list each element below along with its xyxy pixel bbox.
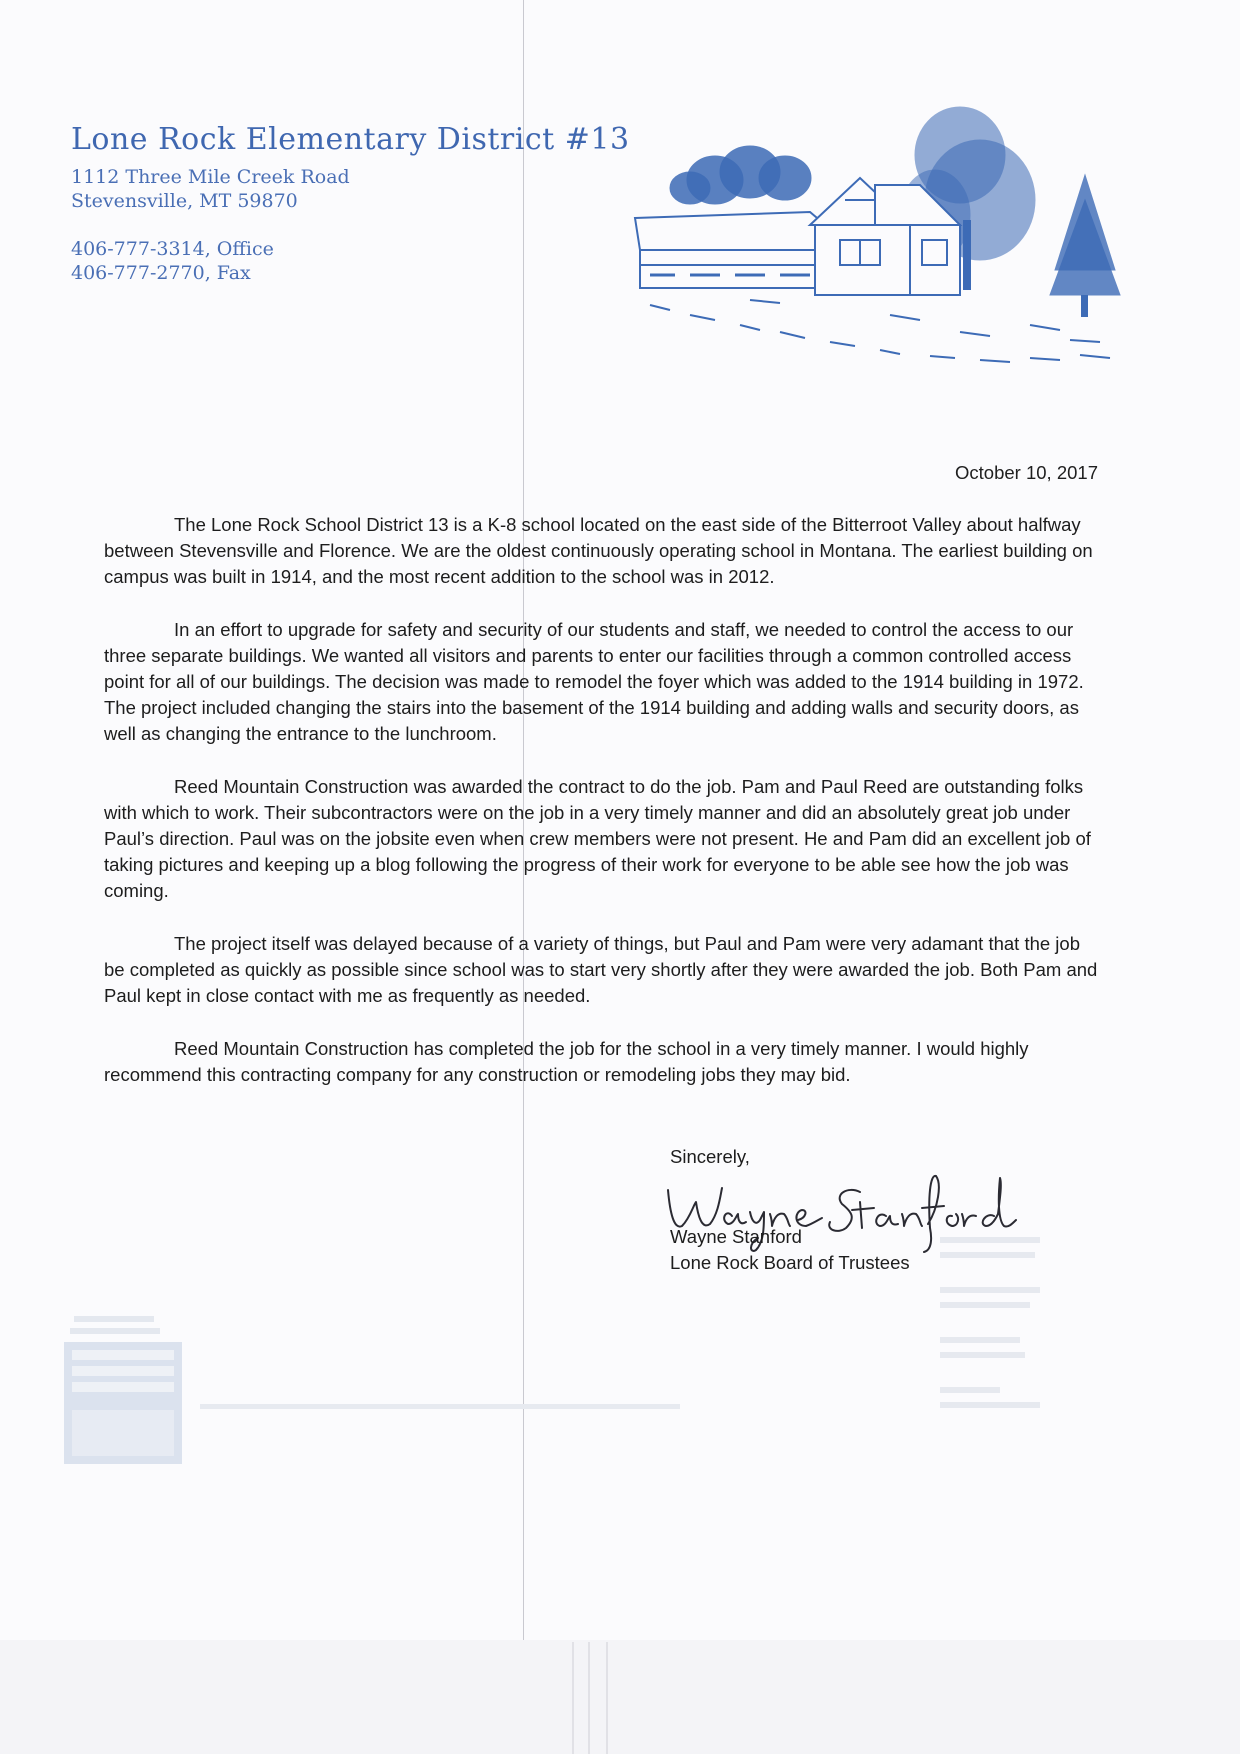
letterhead [71, 122, 630, 285]
letter-body [104, 512, 1100, 1115]
signatory-block [670, 1224, 910, 1276]
bleed-through-text-line [200, 1400, 700, 1414]
body-paragraph-5: Reed Mountain Construction has completed the job for the school in a very timely manner. I would highly recommend this contracting company for any construction or remodeling jobs they may bid. [104, 1038, 1029, 1085]
scan-streak [572, 1642, 574, 1754]
phone-fax: 406-777-2770, Fax [71, 262, 251, 284]
body-paragraph-2: In an effort to upgrade for safety and security of our students and staff, we needed to control the access to our three separate buildings. We wanted all visitors and parents to enter our facilities through a common controlled access point for all of our buildings. The decision was made to remodel the foyer which was added to the 1914 building in 1972. The project included changing the stairs into the basement of the 1914 building and adding walls and security doors, as well as changing the entrance to the lunchroom. [104, 619, 1084, 744]
scan-streak [588, 1642, 590, 1754]
schoolhouse-illustration [630, 100, 1135, 380]
signatory-name: Wayne Stanford [670, 1226, 802, 1247]
body-paragraph-4: The project itself was delayed because of a variety of things, but Paul and Pam were very adamant that the job be completed as quickly as possible since school was to start very shortly after they were awarded the job. Both Pam and Paul kept in close contact with me as frequently as needed. [104, 933, 1098, 1006]
tree-cluster-left [670, 146, 811, 204]
letter-date: October 10, 2017 [955, 462, 1098, 483]
bleed-through-logo [64, 1312, 182, 1464]
body-paragraph-3: Reed Mountain Construction was awarded the contract to do the job. Pam and Paul Reed are outstanding folks with which to work. Their subcontractors were on the job in a very timely manner and did an absolutely great job under Paul’s direction. Paul was on the jobsite even when crew members were not present. He and Pam did an excellent job of taking pictures and keeping up a blog following the progress of their work for everyone to be able see how the job was coming. [104, 776, 1091, 901]
bleed-through-text-column [940, 1232, 1050, 1432]
address-line-2: Stevensville, MT 59870 [71, 190, 298, 212]
pine-tree [1050, 175, 1120, 317]
closing-salutation: Sincerely, [670, 1146, 750, 1167]
signatory-title: Lone Rock Board of Trustees [670, 1252, 910, 1273]
address-line-1: 1112 Three Mile Creek Road [71, 166, 350, 188]
district-name: Lone Rock Elementary District #13 [71, 122, 630, 157]
phone-office: 406-777-3314, Office [71, 238, 274, 260]
body-paragraph-1: The Lone Rock School District 13 is a K-8 school located on the east side of the Bitterroot Valley about halfway between Stevensville and Florence. We are the oldest continuously operating school in Montana. The earliest building on campus was built in 1914, and the most recent addition to the school was in 2012. [104, 514, 1093, 587]
scan-streak [606, 1642, 608, 1754]
